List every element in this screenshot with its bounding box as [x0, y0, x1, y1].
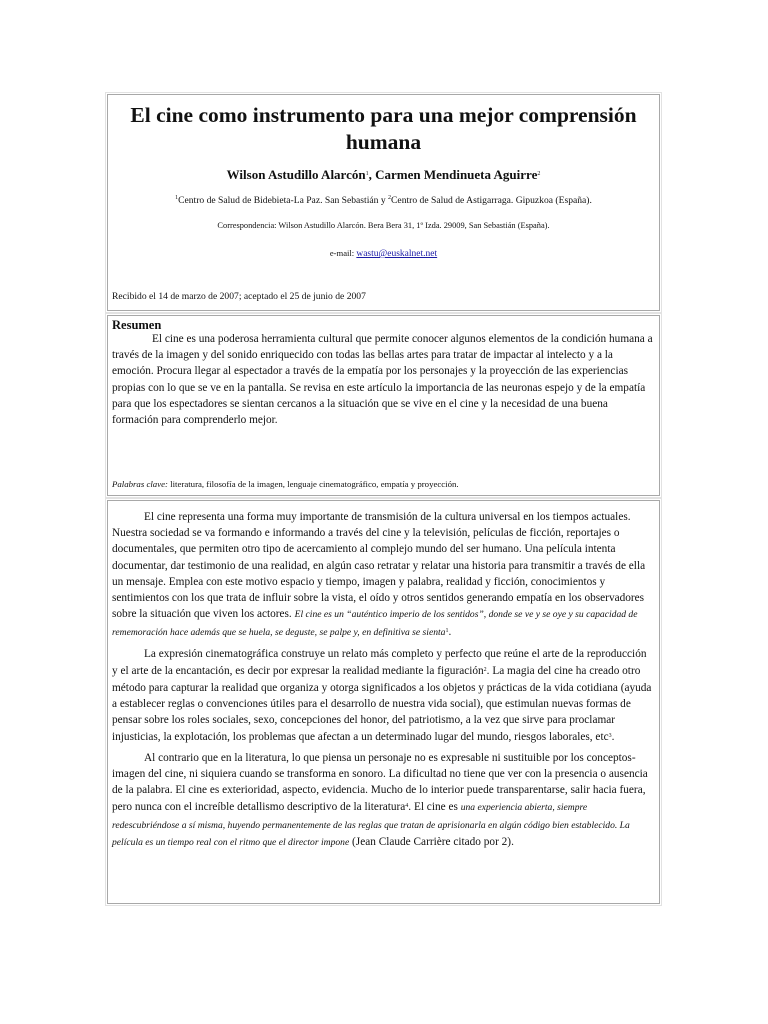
reference-marker: 2 [483, 667, 487, 674]
header-box [107, 94, 660, 311]
body-box [107, 500, 660, 904]
paragraph [112, 750, 654, 851]
body-text [112, 509, 654, 856]
article-title: El cine como instrumento para una mejor comprensión humana [130, 103, 637, 154]
paragraph-text: . El cine es [408, 801, 461, 814]
affiliation-marker: 2 [388, 195, 392, 201]
paragraph-end: . [448, 626, 452, 639]
paragraph-text: La expresión cinematográfica construye un relato más completo y perfecto que reúne el arte de la reproducción y el arte de la encantación, es decir por expresar la realidad mediante la figuración [112, 648, 647, 678]
affiliation-2: Centro de Salud de Astigarraga. Gipuzkoa (España). [391, 195, 592, 206]
author-marker: 2 [537, 171, 541, 177]
paragraph-text: . La magia del cine ha creado otro método para capturar la realidad que organiza y otorga significados a los objetos y prácticas de la vida cotidiana (ayuda a establecer reglas o convenciones útiles para el desarrollo de nuestra vida social), que estimulan nuevas formas de pensar sobre los roles sociales, sexo, concepciones del honor, del patriotismo, a la vez que sirve para proclamar injusticias, la explotación, los problemas que afectan a un determinado lugar del mundo, riesgos laborales, etc [112, 665, 652, 744]
reference-marker: 1 [445, 628, 449, 635]
reference-marker: 3 [608, 733, 612, 740]
authors [108, 167, 659, 183]
email-link[interactable]: wastu@euskalnet.net [356, 249, 438, 259]
keywords-label: Palabras clave: [112, 479, 168, 489]
paragraph [112, 509, 654, 642]
paragraph-end: . [611, 731, 615, 744]
affiliation-1: Centro de Salud de Bidebieta-La Paz. San Sebastián y [178, 195, 389, 206]
email-line [108, 248, 659, 259]
author-separator: , [368, 167, 376, 182]
paragraph-end: (Jean Claude Carrière citado por 2). [349, 835, 514, 848]
keywords-values: literatura, filosofía de la imagen, lenguaje cinematográfico, empatía y proyección. [167, 479, 459, 489]
reference-marker: 4 [405, 803, 409, 810]
paragraph-text: El cine representa una forma muy importante de transmisión de la cultura universal en los tiempos actuales. Nuestra sociedad se va formando e informando a través del cine y la televisión, películas de ficción, reportajes o documentales, que permiten otro tipo de acercamiento al complejo mundo del ser humano. Una película intenta documentar, dar testimonio de una realidad, en algún caso retratar y relatar una historia para transmitir a través de ella un mensaje. Emplea con este motivo espacio y tiempo, imagen y palabra, realidad y ficción, conocimientos y sentimientos con los que trata de influir sobre la vista, el oído y otros sentidos generando empatía en los observadores sobre la situación que viven los actores. [112, 511, 646, 621]
affiliation-marker: 1 [175, 195, 179, 201]
author-marker: 1 [365, 171, 369, 177]
paragraph-italic: La película es un tiempo real con el ritmo que el director impone [112, 819, 630, 848]
author-name: Wilson Astudillo Alarcón [226, 167, 366, 182]
abstract-heading: Resumen [112, 318, 162, 332]
received-date: Recibido el 14 de marzo de 2007; aceptado el 25 de junio de 2007 [112, 291, 366, 302]
abstract-text [112, 331, 653, 428]
correspondence: Correspondencia: Wilson Astudillo Alarcón. Bera Bera 31, 1º Izda. 29009, San Sebastián (España). [217, 221, 550, 230]
paragraph-italic: El cine es un “auténtico imperio de los sentidos”, donde se ve y se oye y su capacidad de rememoración hace además que se huela, se deguste, se palpe y, en definitiva se sienta [112, 609, 638, 639]
email-label: e-mail: [329, 248, 357, 258]
author-name: Carmen Mendinueta Aguirre [375, 167, 538, 182]
abstract-box [107, 315, 660, 496]
abstract-body: El cine es una poderosa herramienta cultural que permite conocer algunos elementos de la condición humana a través de la imagen y del sonido enriquecido con todas las bellas artes para tratar de impactar al intelecto y a la emoción. Procura llegar al espectador a través de la empatía por los personajes y la proyección de las experiencias propias con lo que se ve en la pantalla. Se revisa en este artículo la importancia de las neuronas espejo y de la empatía para que los espectadores se sientan cercanos a la situación que se vive en el cine y la necesidad de una buena formación para comprenderlo mejor. [112, 333, 653, 427]
keywords-line [112, 479, 459, 489]
paragraph-italic: una experiencia abierta, siempre redescubriéndose a sí misma, huyendo permanentemente de las reglas que tratan de aprisionarla en algún código bien establecido. [112, 802, 618, 831]
paragraph [112, 646, 654, 745]
paragraph-text: Al contrario que en la literatura, lo que piensa un personaje no es expresable ni sustituible por los conceptos-imagen del cine, ni siquiera cuando se transforma en sonoro. La dificultad no tiene que ver con la presencia o ausencia de la palabra. El cine es exterioridad, aspecto, evidencia. Mucho de lo interior puede transparentarse, salir hacia fuera, pero nunca con el increíble detallismo descriptivo de la literatura [112, 751, 648, 814]
affiliations [108, 195, 659, 206]
